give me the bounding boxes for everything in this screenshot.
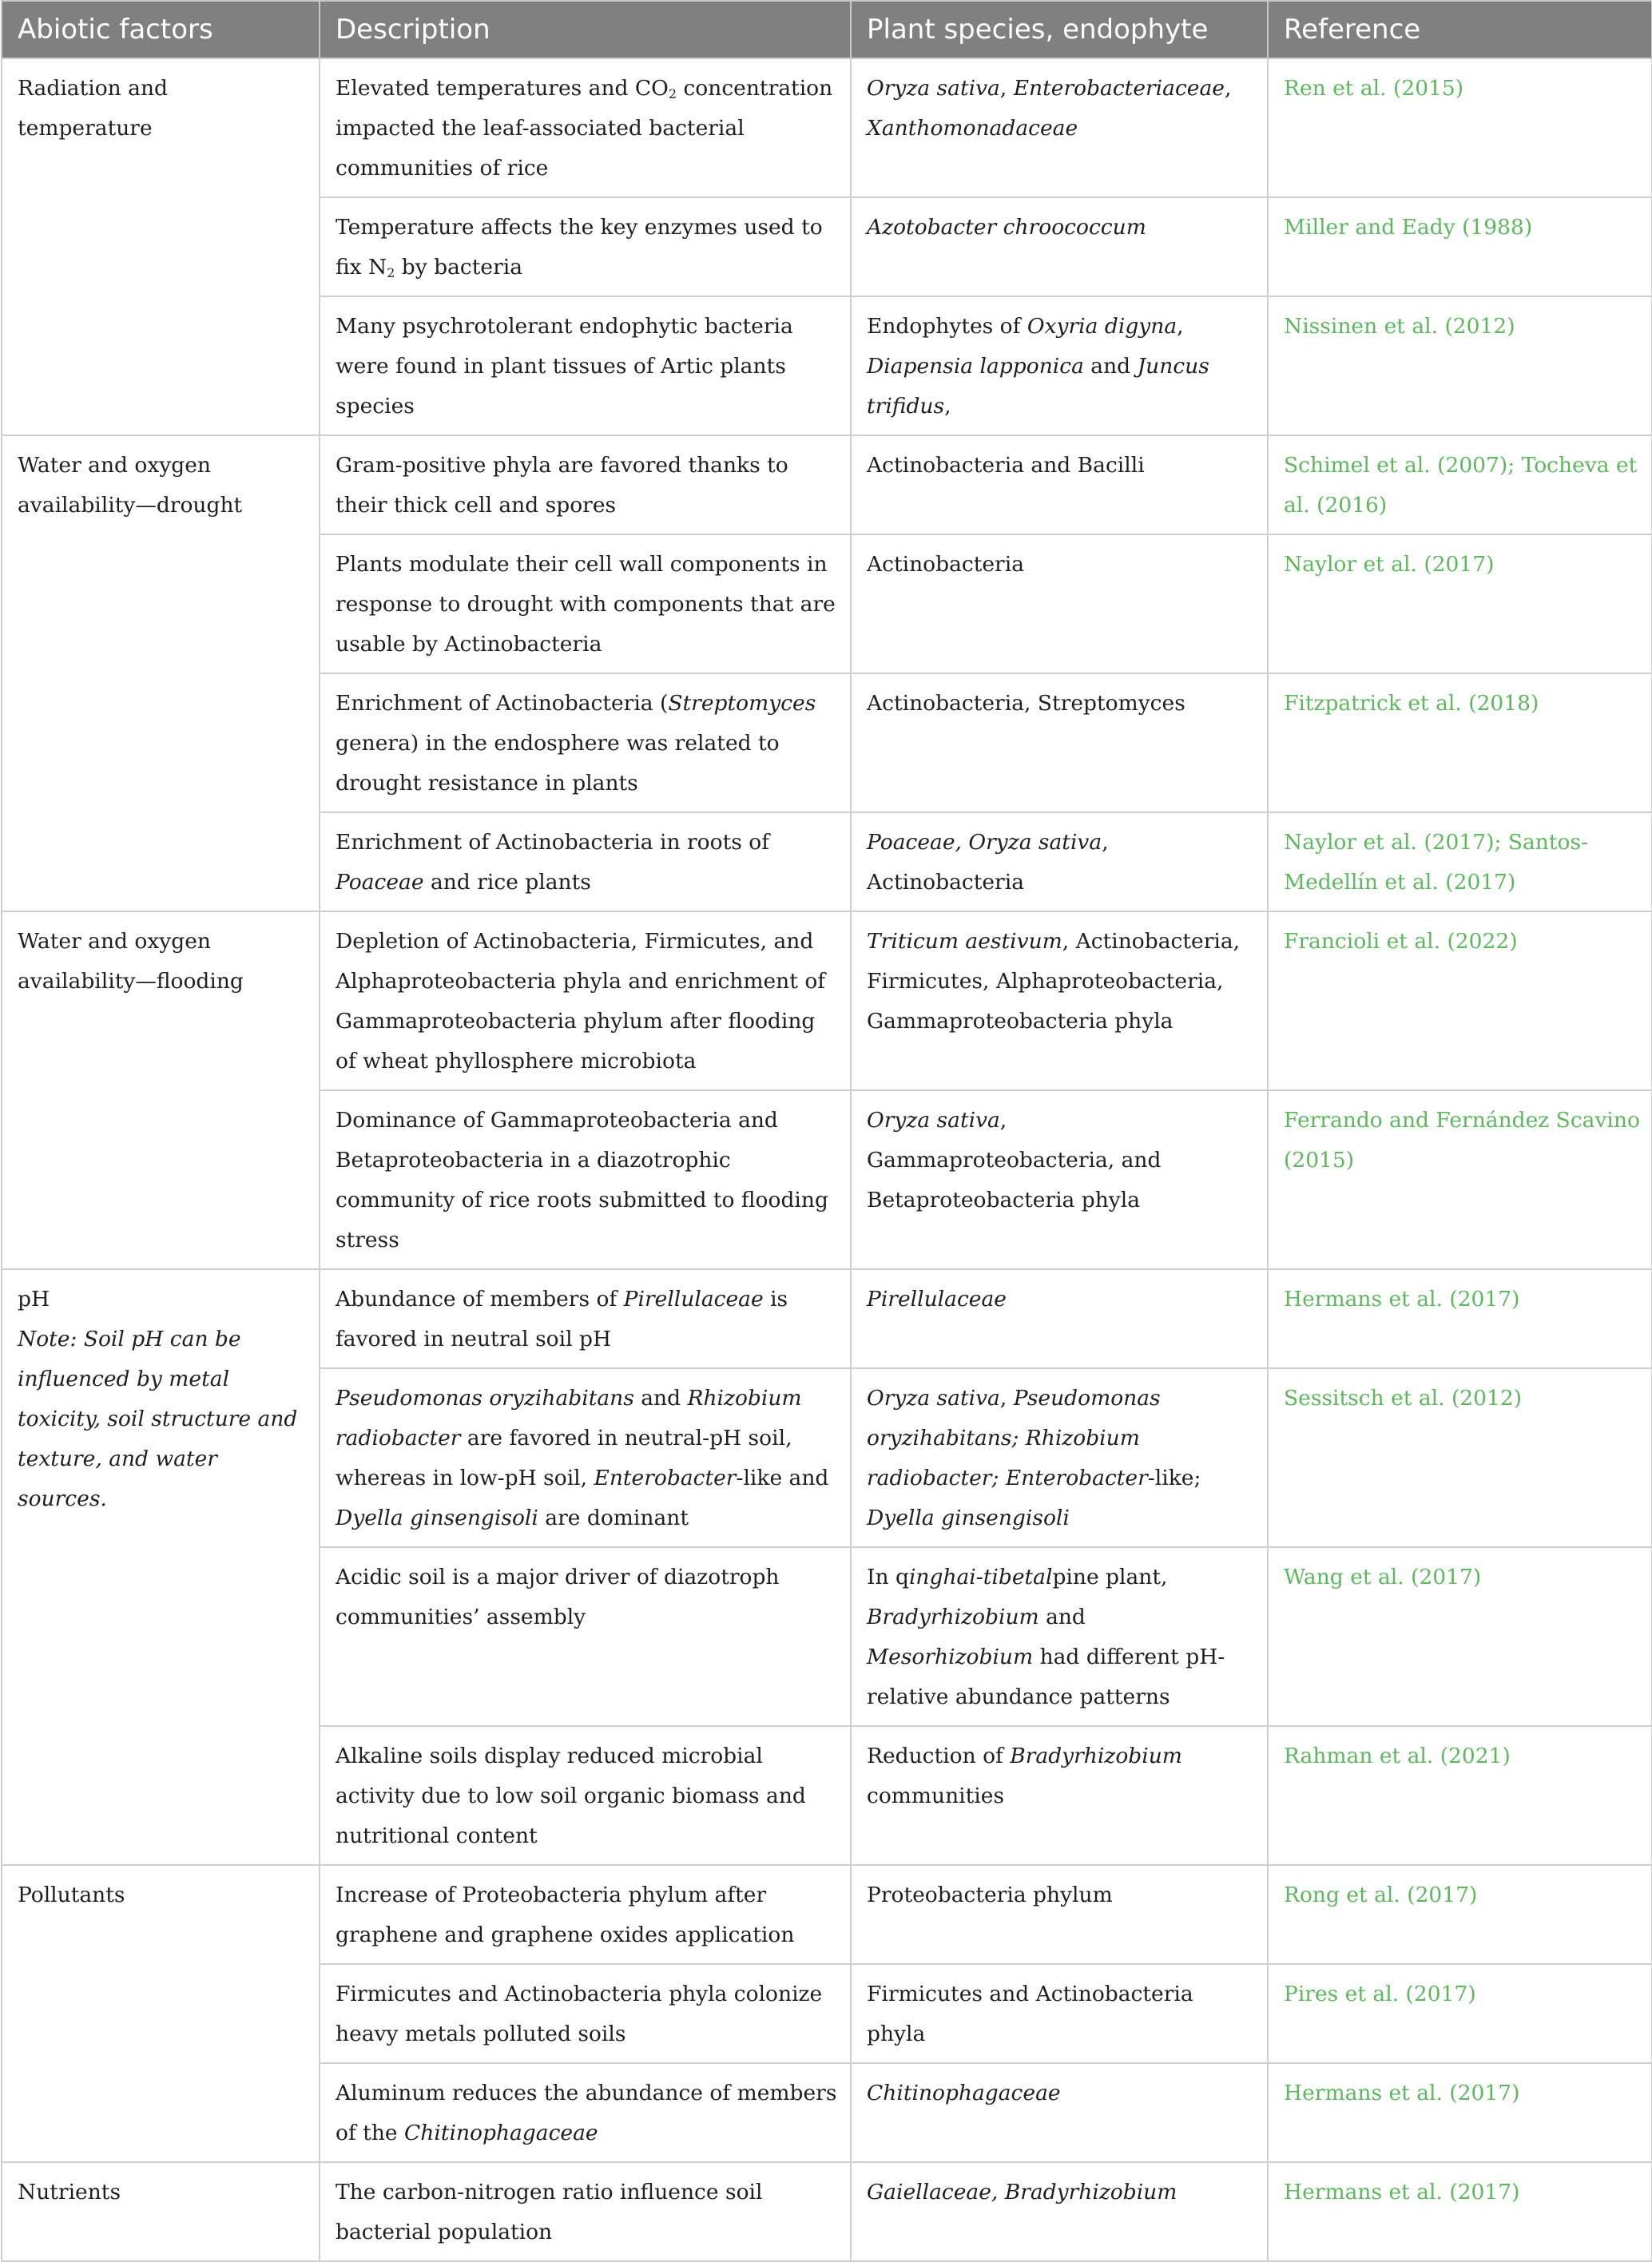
- reference-link[interactable]: Pires et al. (2017): [1268, 1964, 1652, 2063]
- reference-link[interactable]: Fitzpatrick et al. (2018): [1268, 673, 1652, 812]
- table-row: [2, 58, 1652, 197]
- description-cell: Pseudomonas oryzihabitans and Rhizobium radiobacter are favored in neutral-pH soil, whereas in low-pH soil, Enterobacter-like and Dyella ginsengisoli are dominant: [320, 1368, 851, 1547]
- description-cell: Gram-positive phyla are favored thanks to their thick cell and spores: [320, 435, 851, 534]
- factor-cell: [2, 911, 320, 1269]
- reference-link[interactable]: Ren et al. (2015): [1268, 58, 1652, 197]
- table-row: [2, 435, 1652, 534]
- species-cell: Oryza sativa, Gammaproteobacteria, and Betaproteobacteria phyla: [851, 1090, 1268, 1269]
- reference-link[interactable]: Rahman et al. (2021): [1268, 1726, 1652, 1865]
- reference-link[interactable]: Hermans et al. (2017): [1268, 1269, 1652, 1368]
- header-description: Description: [320, 1, 851, 58]
- reference-link[interactable]: Ferrando and Fernández Scavino (2015): [1268, 1090, 1652, 1269]
- table-row: [2, 2162, 1652, 2261]
- description-cell: Increase of Proteobacteria phylum after graphene and graphene oxides application: [320, 1865, 851, 1964]
- header-plant-species: Plant species, endophyte: [851, 1, 1268, 58]
- factor-cell: [2, 58, 320, 435]
- description-cell: Elevated temperatures and $CO_2$ concentration impacted the leaf-associated bacterial communities of rice: [320, 58, 851, 197]
- description-cell: Firmicutes and Actinobacteria phyla colonize heavy metals polluted soils: [320, 1964, 851, 2063]
- description-cell: Temperature affects the key enzymes used to fix $N_2$ by bacteria: [320, 197, 851, 296]
- description-cell: Plants modulate their cell wall components in response to drought with components that are usable by Actinobacteria: [320, 534, 851, 673]
- species-cell: Proteobacteria phylum: [851, 1865, 1268, 1964]
- factor-label: Water and oxygen availability—drought: [18, 453, 243, 518]
- reference-link[interactable]: Sessitsch et al. (2012): [1268, 1368, 1652, 1547]
- factor-label: Radiation and temperature: [18, 76, 168, 141]
- description-cell: Dominance of Gammaproteobacteria and Betaproteobacteria in a diazotrophic community of rice roots submitted to flooding stress: [320, 1090, 851, 1269]
- species-cell: Endophytes of Oxyria digyna, Diapensia lapponica and Juncus trifidus,: [851, 296, 1268, 435]
- header-row: [2, 1, 1652, 58]
- header-reference: Reference: [1268, 1, 1652, 58]
- species-cell: Triticum aestivum, Actinobacteria, Firmicutes, Alphaproteobacteria, Gammaproteobacteria phyla: [851, 911, 1268, 1090]
- reference-link[interactable]: Hermans et al. (2017): [1268, 2063, 1652, 2162]
- factor-note: Note: Soil pH can be influenced by metal toxicity, soil structure and texture, and water sources.: [18, 1327, 298, 1511]
- species-cell: Firmicutes and Actinobacteria phyla: [851, 1964, 1268, 2063]
- species-cell: Chitinophagaceae: [851, 2063, 1268, 2162]
- factor-cell: [2, 2162, 320, 2261]
- description-cell: The carbon-nitrogen ratio influence soil bacterial population: [320, 2162, 851, 2261]
- reference-link[interactable]: Santos-Medellín et al. (2017): [1284, 830, 1589, 895]
- species-cell: Poaceae, Oryza sativa, Actinobacteria: [851, 812, 1268, 911]
- description-cell: Enrichment of Actinobacteria in roots of Poaceae and rice plants: [320, 812, 851, 911]
- description-cell: Aluminum reduces the abundance of members of the Chitinophagaceae: [320, 2063, 851, 2162]
- reference-link[interactable]: Hermans et al. (2017): [1268, 2162, 1652, 2261]
- reference-link[interactable]: Wang et al. (2017): [1268, 1547, 1652, 1726]
- description-cell: Many psychrotolerant endophytic bacteria were found in plant tissues of Artic plants species: [320, 296, 851, 435]
- species-cell: Oryza sativa, Enterobacteriaceae, Xanthomonadaceae: [851, 58, 1268, 197]
- table-row: [2, 1269, 1652, 1368]
- species-cell: Oryza sativa, Pseudomonas oryzihabitans; Rhizobium radiobacter; Enterobacter-like; Dyella ginsengisoli: [851, 1368, 1268, 1547]
- table-row: [2, 911, 1652, 1090]
- species-cell: In qinghai-tibetalpine plant, Bradyrhizobium and Mesorhizobium had different pH-relative abundance patterns: [851, 1547, 1268, 1726]
- factor-label: Nutrients: [18, 2180, 121, 2204]
- abiotic-factors-table: [1, 0, 1652, 2262]
- species-cell: Reduction of Bradyrhizobium communities: [851, 1726, 1268, 1865]
- factor-label: Pollutants: [18, 1883, 125, 1907]
- factor-cell: [2, 435, 320, 911]
- factor-cell: [2, 1865, 320, 2162]
- reference-link[interactable]: Naylor et al. (2017): [1284, 830, 1495, 855]
- species-cell: Azotobacter chroococcum: [851, 197, 1268, 296]
- reference-link[interactable]: Nissinen et al. (2012): [1268, 296, 1652, 435]
- description-cell: Abundance of members of Pirellulaceae is favored in neutral soil pH: [320, 1269, 851, 1368]
- factor-cell: [2, 1269, 320, 1865]
- reference-link[interactable]: Miller and Eady (1988): [1268, 197, 1652, 296]
- description-cell: Alkaline soils display reduced microbial activity due to low soil organic biomass and nutritional content: [320, 1726, 851, 1865]
- reference-cell: Naylor et al. (2017); Santos-Medellín et al. (2017): [1268, 812, 1652, 911]
- description-cell: Acidic soil is a major driver of diazotroph communities’ assembly: [320, 1547, 851, 1726]
- reference-link[interactable]: Naylor et al. (2017): [1268, 534, 1652, 673]
- reference-link[interactable]: Schimel et al. (2007): [1284, 453, 1508, 478]
- table-row: [2, 1865, 1652, 1964]
- reference-link[interactable]: Francioli et al. (2022): [1268, 911, 1652, 1090]
- factor-label: Water and oxygen availability—flooding: [18, 929, 244, 994]
- species-cell: Actinobacteria: [851, 534, 1268, 673]
- description-cell: Depletion of Actinobacteria, Firmicutes, and Alphaproteobacteria phyla and enrichment of Gammaproteobacteria phylum after flooding of wheat phyllosphere microbiota: [320, 911, 851, 1090]
- reference-link[interactable]: Rong et al. (2017): [1268, 1865, 1652, 1964]
- species-cell: Pirellulaceae: [851, 1269, 1268, 1368]
- header-abiotic-factors: Abiotic factors: [2, 1, 320, 58]
- species-cell: Gaiellaceae, Bradyrhizobium: [851, 2162, 1268, 2261]
- factor-label: pH: [18, 1287, 50, 1312]
- reference-cell: Schimel et al. (2007); Tocheva et al. (2016): [1268, 435, 1652, 534]
- description-cell: Enrichment of Actinobacteria (Streptomyces genera) in the endosphere was related to drought resistance in plants: [320, 673, 851, 812]
- species-cell: Actinobacteria and Bacilli: [851, 435, 1268, 534]
- species-cell: Actinobacteria, Streptomyces: [851, 673, 1268, 812]
- reference-link[interactable]: Tocheva et al. (2016): [1284, 453, 1638, 518]
